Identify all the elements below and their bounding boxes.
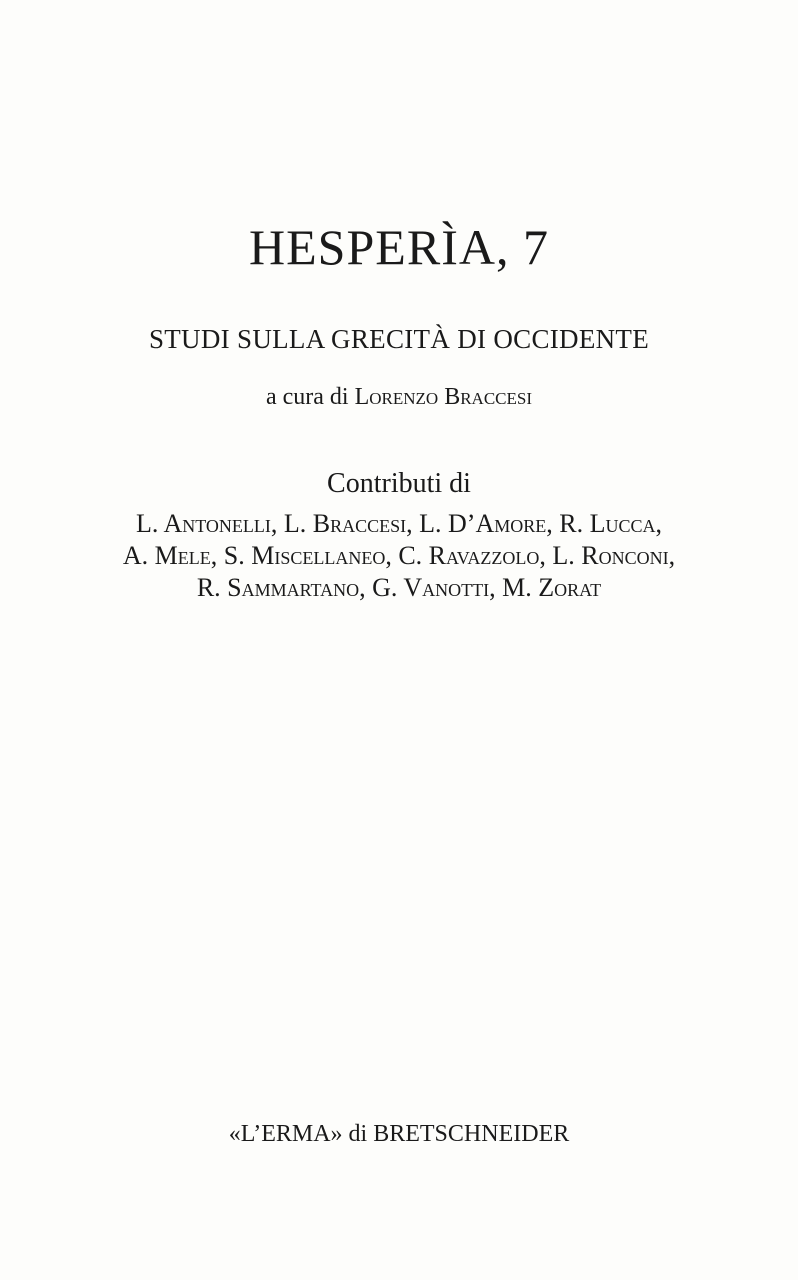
contributors-line: A. Mele, S. Miscellaneo, C. Ravazzolo, L. Ronconi,: [122, 541, 676, 570]
publisher-name: «L’ERMA» di BRETSCHNEIDER: [228, 1121, 570, 1147]
contributors-heading: Contributi di: [327, 468, 471, 499]
book-title: HESPERÌA, 7: [249, 219, 549, 275]
editor-prefix: a cura di: [265, 384, 349, 410]
book-subtitle: STUDI SULLA GRECITÀ DI OCCIDENTE: [148, 324, 650, 354]
editor-credit: [0, 384, 798, 411]
editor-name: Lorenzo Braccesi: [354, 384, 533, 410]
contributors-line: L. Antonelli, L. Braccesi, L. D’Amore, R. Lucca,: [136, 509, 662, 538]
contributors-line: R. Sammartano, G. Vanotti, M. Zorat: [196, 573, 602, 602]
